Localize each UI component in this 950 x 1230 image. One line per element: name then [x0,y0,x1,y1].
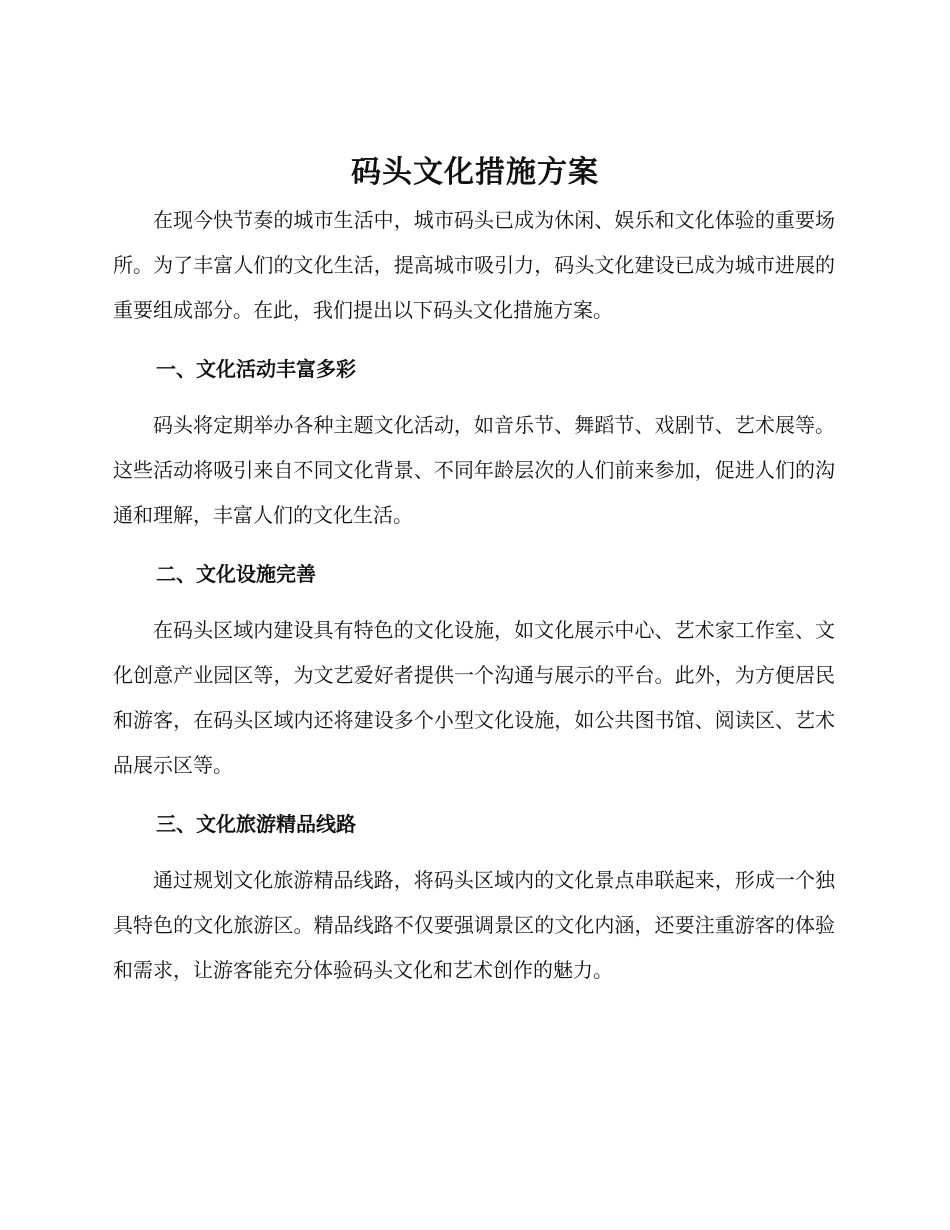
section-heading-1: 一、文化活动丰富多彩 [156,357,356,381]
section-body-2: 在码头区域内建设具有特色的文化设施，如文化展示中心、艺术家工作室、文化创意产业园区等，为文艺爱好者提供一个沟通与展示的平台。此外，为方便居民和游客，在码头区域内还将建设多个小型文化设施，如公共图书馆、阅读区、艺术品展示区等。 [113,618,835,777]
section-heading-3: 三、文化旅游精品线路 [156,812,356,836]
page-title: 码头文化措施方案 [351,155,599,190]
intro-paragraph: 在现今快节奏的城市生活中，城市码头已成为休闲、娱乐和文化体验的重要场所。为了丰富人们的文化生活，提高城市吸引力，码头文化建设已成为城市进展的重要组成部分。在此，我们提出以下码头文化措施方案。 [113,208,835,322]
section-body-3: 通过规划文化旅游精品线路，将码头区域内的文化景点串联起来，形成一个独具特色的文化旅游区。精品线路不仅要强调景区的文化内涵，还要注重游客的体验和需求，让游客能充分体验码头文化和艺术创作的魅力。 [113,868,835,982]
section-body-1: 码头将定期举办各种主题文化活动，如音乐节、舞蹈节、戏剧节、艺术展等。这些活动将吸引来自不同文化背景、不同年龄层次的人们前来参加，促进人们的沟通和理解，丰富人们的文化生活。 [113,413,835,527]
section-heading-2: 二、文化设施完善 [156,562,316,586]
